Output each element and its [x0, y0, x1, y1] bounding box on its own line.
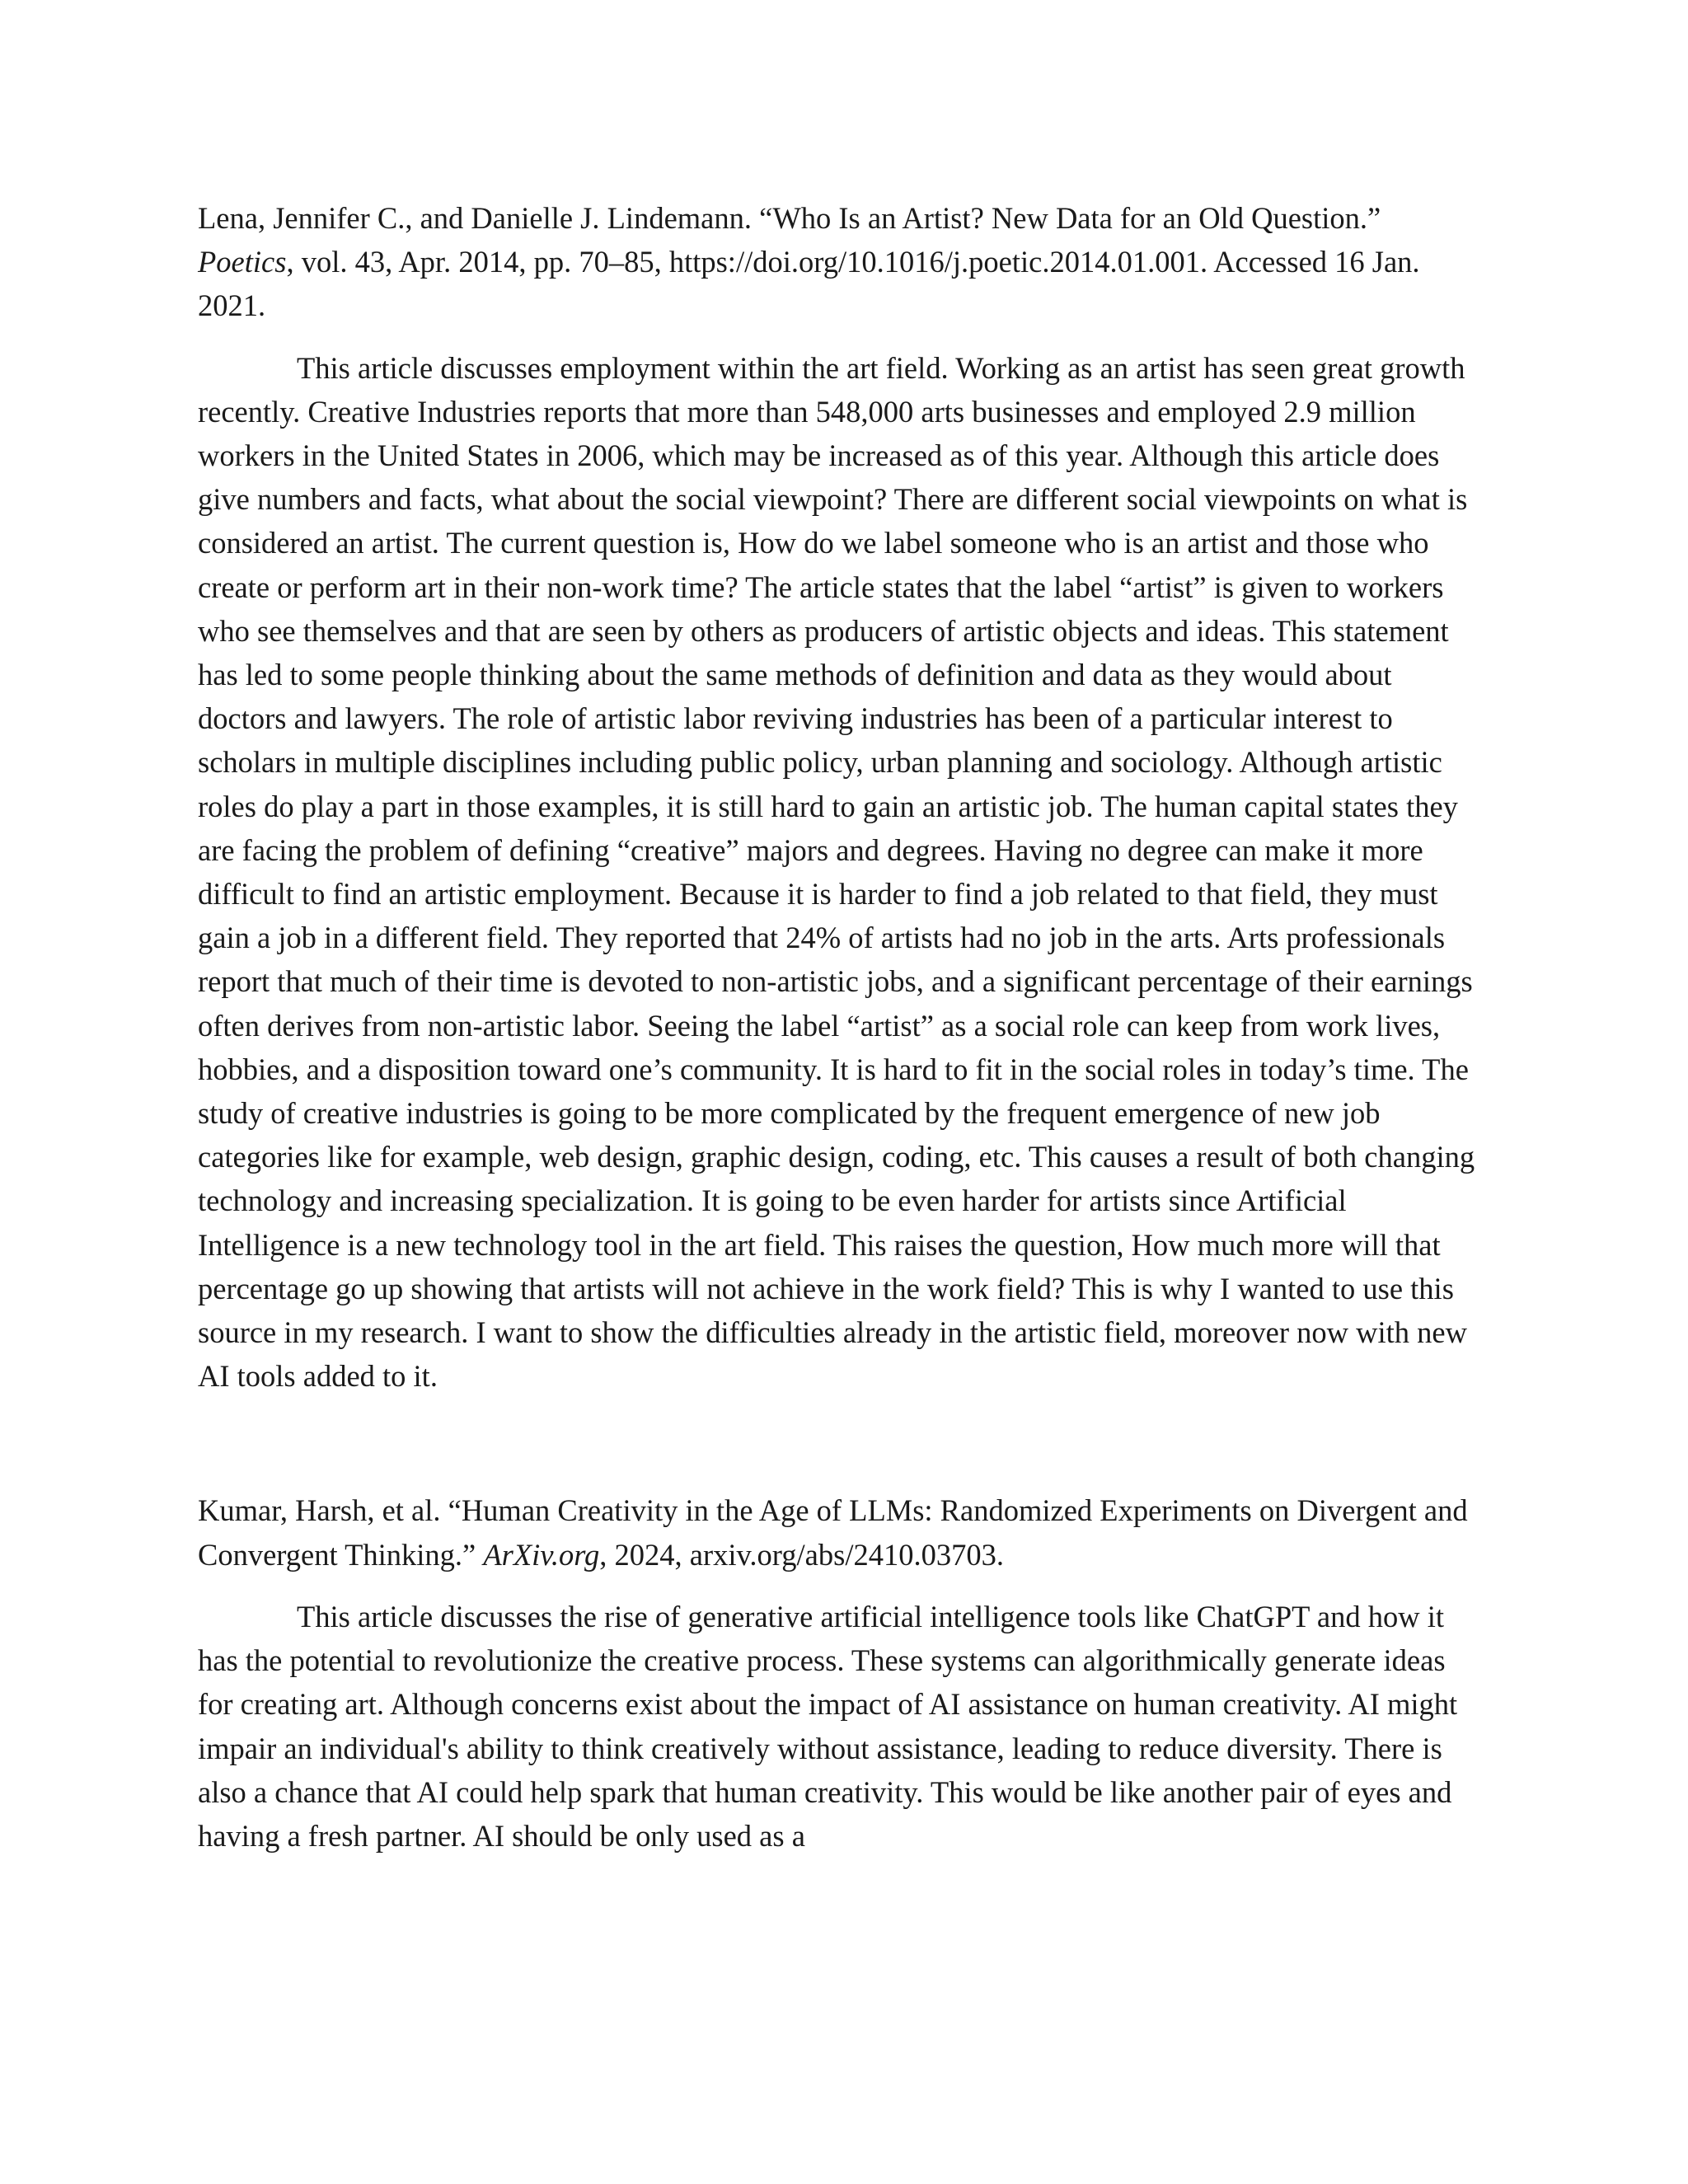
bibliography-entry-lena	[198, 196, 1484, 1398]
citation-text	[198, 1488, 1484, 1576]
citation-details: , vol. 43, Apr. 2014, pp. 70–85, https://doi.org/10.1016/j.poetic.2014.01.001. Accessed 16 Jan. 2021.	[198, 245, 1420, 323]
journal-title: ArXiv.org	[483, 1537, 600, 1572]
citation-text	[198, 196, 1484, 328]
citation-authors-title: Kumar, Harsh, et al. “Human Creativity in the Age of LLMs: Randomized Experiments on Divergent and Convergent Thinking.”	[198, 1493, 1468, 1572]
bibliography-entry-kumar	[198, 1488, 1484, 1858]
annotation-paragraph: This article discusses the rise of generative artificial intelligence tools like ChatGPT and how it has the potential to revolutionize the creative process. These systems can algorithmically generate ideas for creating art. Although concerns exist about the impact of AI assistance on human creativity. AI might impair an individual's ability to think creatively without assistance, leading to reduce diversity. There is also a chance that AI could help spark that human creativity. This would be like another pair of eyes and having a fresh partner. AI should be only used as a	[198, 1599, 1458, 1853]
journal-title: Poetics	[198, 245, 287, 279]
document-page	[198, 196, 1484, 1858]
citation-details: , 2024, arxiv.org/abs/2410.03703.	[599, 1537, 1004, 1572]
citation-authors-title: Lena, Jennifer C., and Danielle J. Lindemann. “Who Is an Artist? New Data for an Old Question.”	[198, 201, 1381, 235]
annotation-paragraph: This article discusses employment within the art field. Working as an artist has seen great growth recently. Creative Industries reports that more than 548,000 arts businesses and employed 2.9 million workers in the United States in 2006, which may be increased as of this year. Although this article does give numbers and facts, what about the social viewpoint? There are different social viewpoints on what is considered an artist. The current question is, How do we label someone who is an artist and those who create or perform art in their non-work time? The article states that the label “artist” is given to workers who see themselves and that are seen by others as producers of artistic objects and ideas. This statement has led to some people thinking about the same methods of definition and data as they would about doctors and lawyers. The role of artistic labor reviving industries has been of a particular interest to scholars in multiple disciplines including public policy, urban planning and sociology. Although artistic roles do play a part in those examples, it is still hard to gain an artistic job. The human capital states they are facing the problem of defining “creative” majors and degrees. Having no degree can make it more difficult to find an artistic employment. Because it is harder to find a job related to that field, they must gain a job in a different field. They reported that 24% of artists had no job in the arts. Arts professionals report that much of their time is devoted to non-artistic jobs, and a significant percentage of their earnings often derives from non-artistic labor. Seeing the label “artist” as a social role can keep from work lives, hobbies, and a disposition toward one’s community. It is hard to fit in the social roles in today’s time. The study of creative industries is going to be more complicated by the frequent emergence of new job categories like for example, web design, graphic design, coding, etc. This causes a result of both changing technology and increasing specialization. It is going to be even harder for artists since Artificial Intelligence is a new technology tool in the art field. This raises the question, How much more will that percentage go up showing that artists will not achieve in the work field? This is why I wanted to use this source in my research. I want to show the difficulties already in the artistic field, moreover now with new AI tools added to it.	[198, 350, 1475, 1394]
